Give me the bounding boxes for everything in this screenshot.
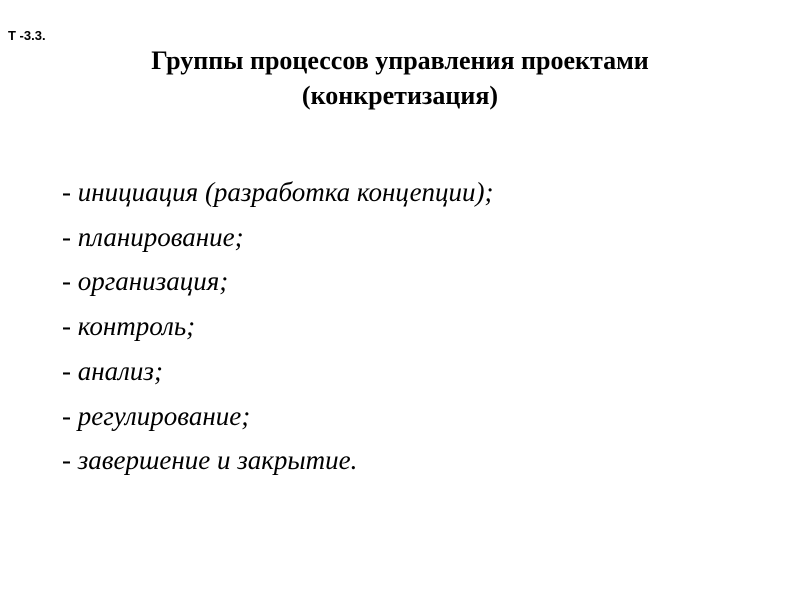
list-item	[62, 394, 494, 439]
list-item	[62, 438, 494, 483]
list-item	[62, 304, 494, 349]
list-item	[62, 259, 494, 304]
list-item-text: планирование;	[77, 221, 244, 252]
list-dash: -	[62, 445, 78, 476]
list-item-text: контроль;	[77, 311, 196, 342]
list-item	[62, 170, 494, 215]
slide-title	[0, 43, 800, 113]
slide-code: Т -3.3.	[8, 28, 46, 43]
list-item-text: организация;	[77, 266, 229, 297]
list-item-text: завершение и закрытие.	[77, 445, 358, 476]
list-dash: -	[62, 355, 78, 386]
title-line-2: (конкретизация)	[301, 81, 499, 110]
list-dash: -	[62, 177, 78, 207]
list-dash: -	[62, 266, 78, 297]
list-item	[62, 215, 494, 260]
list-dash: -	[62, 400, 78, 431]
list-dash: -	[62, 221, 78, 252]
list-dash: -	[62, 311, 78, 342]
list-item-text: анализ;	[77, 355, 163, 386]
process-groups-list	[62, 170, 494, 483]
list-item-text: регулирование;	[77, 400, 251, 431]
title-line-1: Группы процессов управления проектами	[151, 46, 649, 75]
list-item	[62, 349, 494, 394]
list-item-text: инициация (разработка концепции);	[77, 177, 494, 207]
